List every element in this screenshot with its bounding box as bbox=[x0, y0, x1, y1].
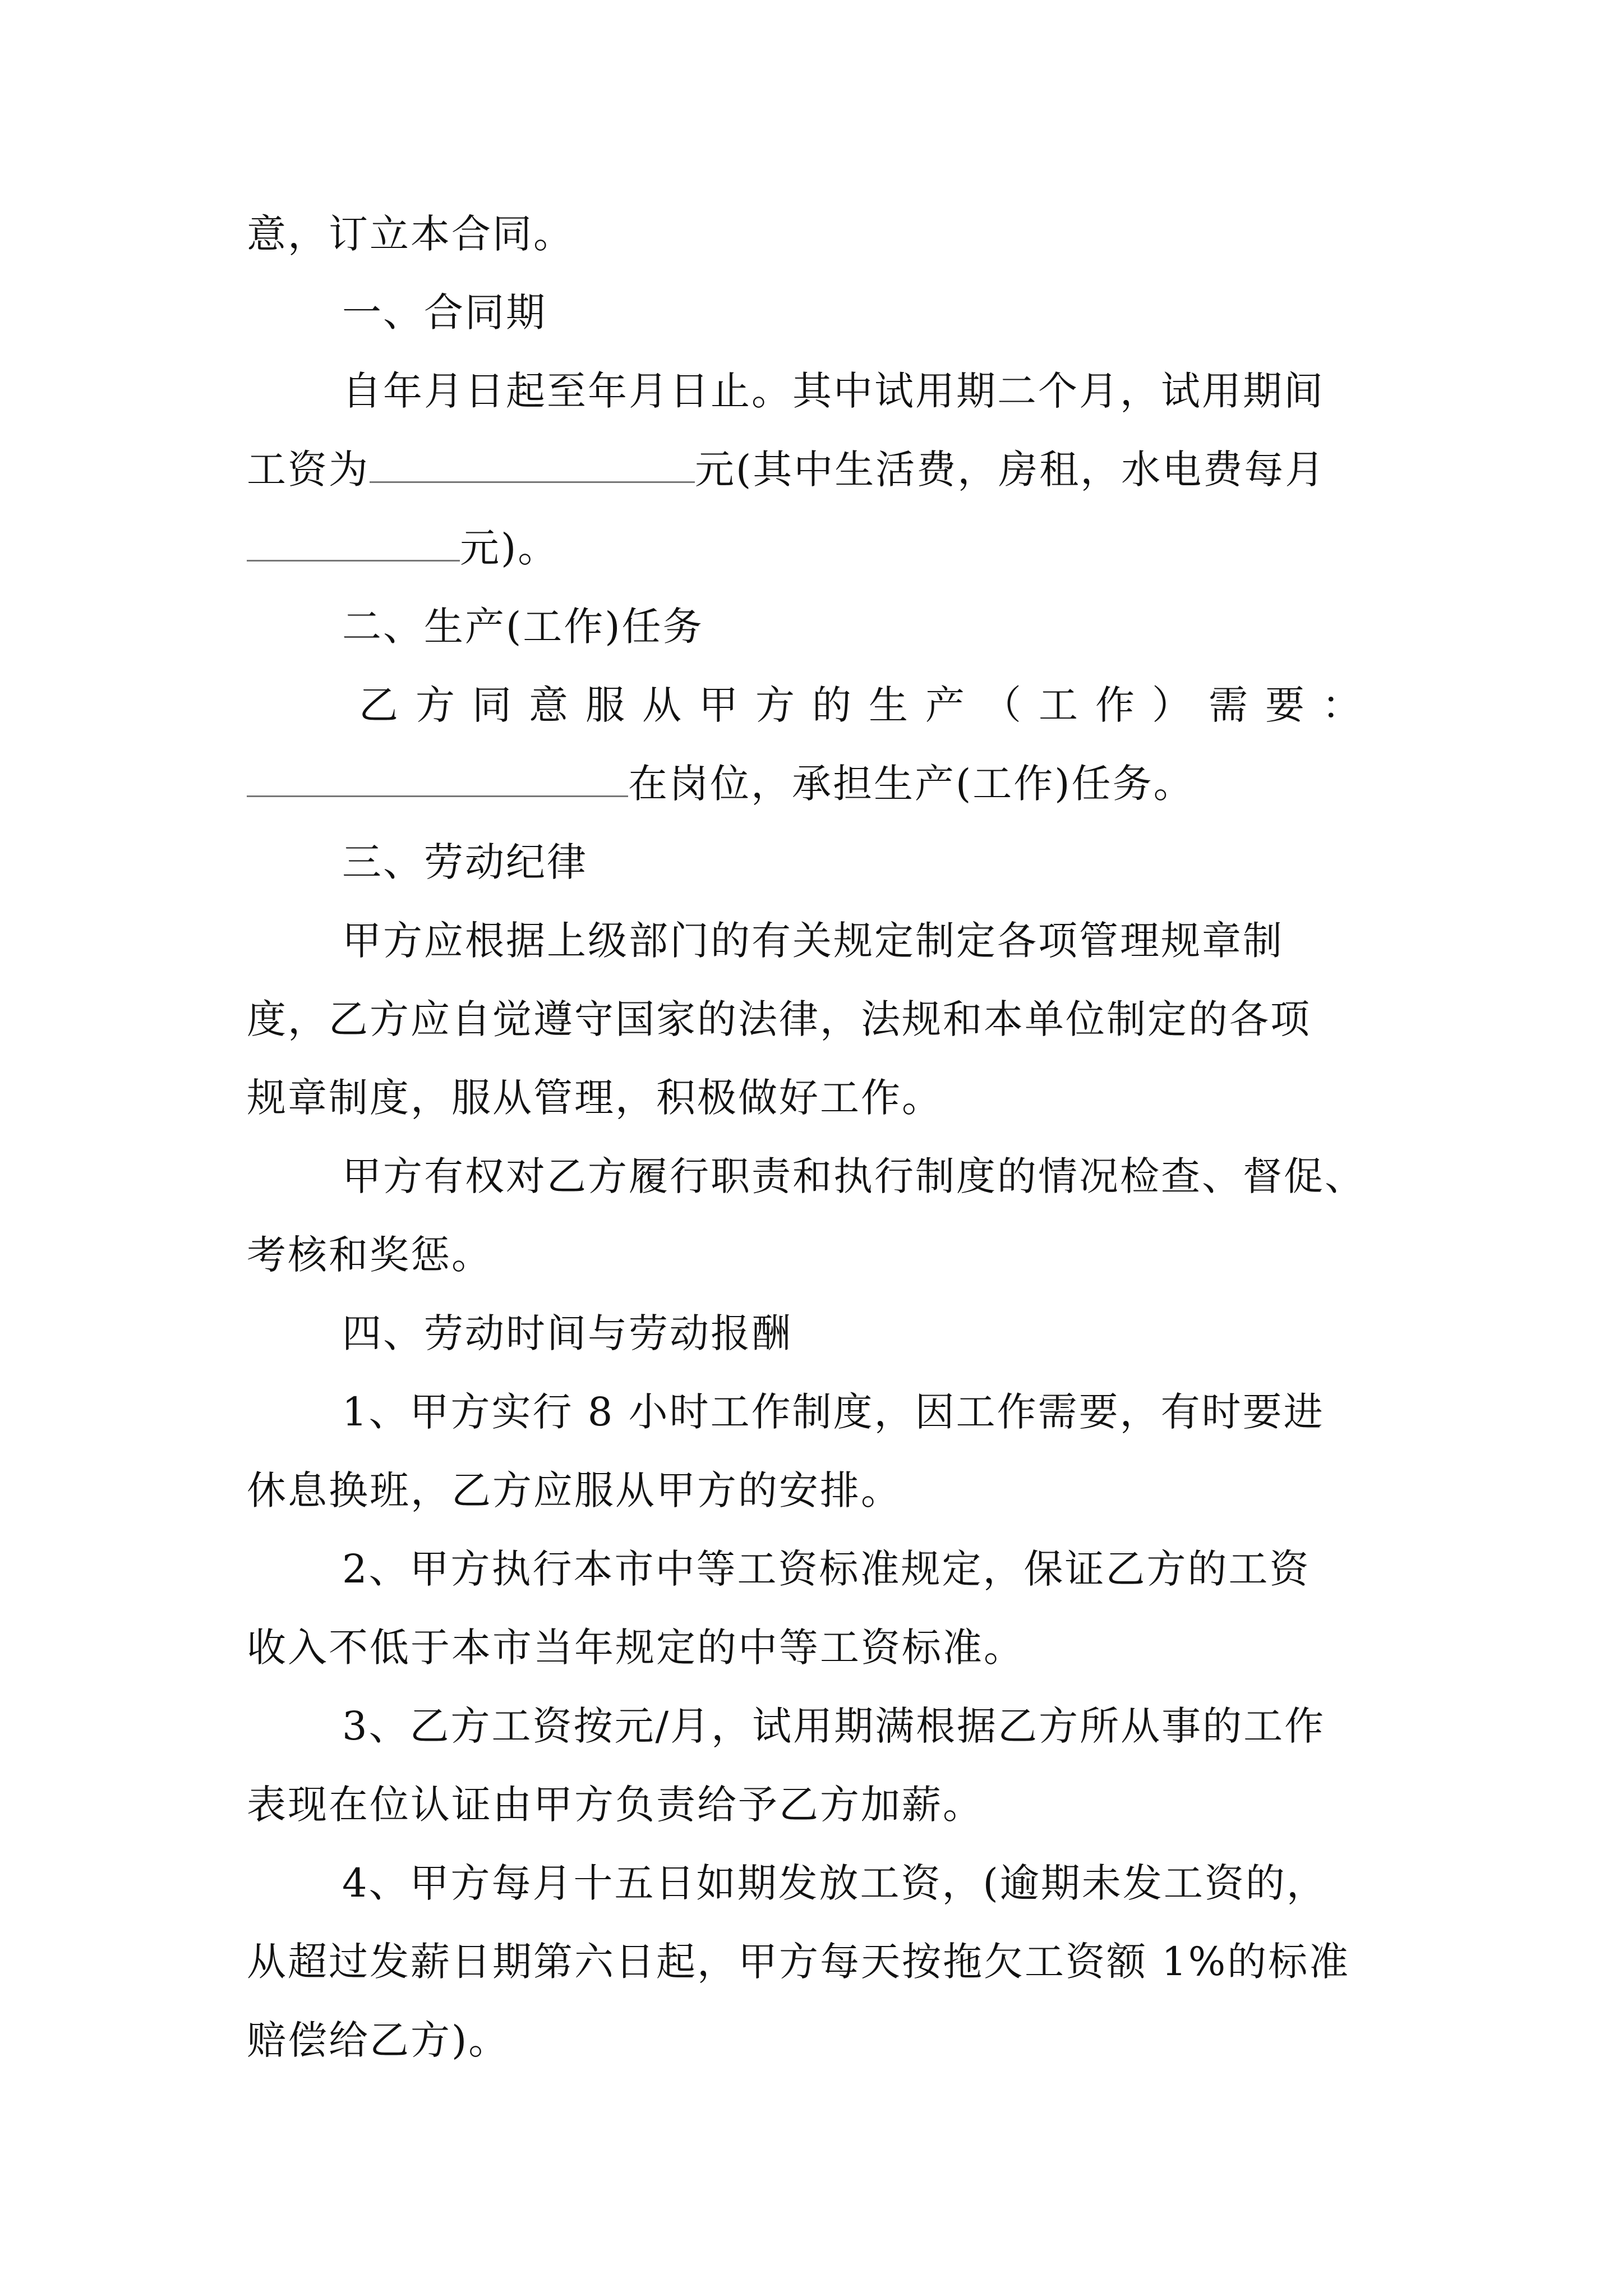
char: 需 bbox=[1209, 682, 1249, 728]
contract-period-text: 自年月日起至年月日止。其中试用期二个月，试用期间 bbox=[342, 368, 1325, 414]
clause-4-line-3: 赔偿给乙方)。 bbox=[247, 2017, 510, 2063]
wage-label: 工资为 bbox=[247, 447, 370, 493]
discipline-paragraph-2-line-1: 甲方有权对乙方履行职责和执行制度的情况检查、督促、 bbox=[342, 1153, 1366, 1199]
clause-2-line-1: 2、甲方执行本市中等工资标准规定，保证乙方的工资 bbox=[342, 1546, 1311, 1592]
char: 产 bbox=[925, 682, 966, 728]
monthly-expense-line bbox=[247, 523, 559, 573]
char: ） bbox=[1152, 682, 1193, 728]
probation-wage-line bbox=[247, 444, 1326, 495]
char: 作 bbox=[1095, 682, 1136, 728]
clause-1-line-1: 1、甲方实行 8 小时工作制度，因工作需要，有时要进 bbox=[342, 1389, 1325, 1435]
char: 方 bbox=[755, 682, 796, 728]
char: 方 bbox=[416, 682, 457, 728]
monthly-expense-text: 元)。 bbox=[460, 525, 559, 571]
char: 工 bbox=[1039, 682, 1080, 728]
char: 要 bbox=[1265, 682, 1306, 728]
production-task-justified-line bbox=[359, 680, 1363, 730]
wage-breakdown-text: 元(其中生活费，房租，水电费每月 bbox=[695, 447, 1326, 493]
char: 服 bbox=[585, 682, 626, 728]
discipline-paragraph-1-line-1: 甲方应根据上级部门的有关规定制定各项管理规章制 bbox=[342, 918, 1284, 964]
clause-4-line-1: 4、甲方每月十五日如期发放工资，(逾期未发工资的， bbox=[342, 1860, 1327, 1906]
contract-intro-ending: 意，订立本合同。 bbox=[247, 211, 574, 257]
char: 同 bbox=[472, 682, 513, 728]
section-heading-production-task: 二、生产(工作)任务 bbox=[342, 604, 704, 650]
char: ： bbox=[1322, 682, 1363, 728]
char: 的 bbox=[812, 682, 853, 728]
char: 乙 bbox=[359, 682, 400, 728]
char: （ bbox=[982, 682, 1023, 728]
char: 意 bbox=[529, 682, 570, 728]
clause-2-line-2: 收入不低于本市当年规定的中等工资标准。 bbox=[247, 1625, 1025, 1671]
monthly-expense-blank bbox=[247, 523, 460, 562]
position-blank bbox=[247, 758, 628, 797]
clause-4-line-2: 从超过发薪日期第六日起，甲方每天按拖欠工资额 1%的标准 bbox=[247, 1939, 1350, 1985]
discipline-paragraph-1-line-2: 度，乙方应自觉遵守国家的法律，法规和本单位制定的各项 bbox=[247, 996, 1311, 1042]
section-heading-labor-discipline: 三、劳动纪律 bbox=[342, 839, 588, 885]
clause-3-line-2: 表现在位认证由甲方负责给予乙方加薪。 bbox=[247, 1782, 984, 1828]
char: 甲 bbox=[699, 682, 740, 728]
wage-amount-blank bbox=[370, 444, 695, 483]
discipline-paragraph-2-line-2: 考核和奖惩。 bbox=[247, 1232, 492, 1278]
clause-1-line-2: 休息换班，乙方应服从甲方的安排。 bbox=[247, 1467, 902, 1513]
char: 生 bbox=[869, 682, 910, 728]
section-heading-contract-period: 一、合同期 bbox=[342, 289, 547, 335]
clause-3-line-1: 3、乙方工资按元/月，试用期满根据乙方所从事的工作 bbox=[342, 1703, 1326, 1749]
discipline-paragraph-1-line-3: 规章制度，服从管理，积极做好工作。 bbox=[247, 1075, 943, 1121]
section-heading-working-hours-pay: 四、劳动时间与劳动报酬 bbox=[342, 1310, 792, 1356]
char: 从 bbox=[642, 682, 683, 728]
position-text: 在岗位，承担生产(工作)任务。 bbox=[628, 761, 1195, 807]
position-line bbox=[247, 758, 1195, 809]
